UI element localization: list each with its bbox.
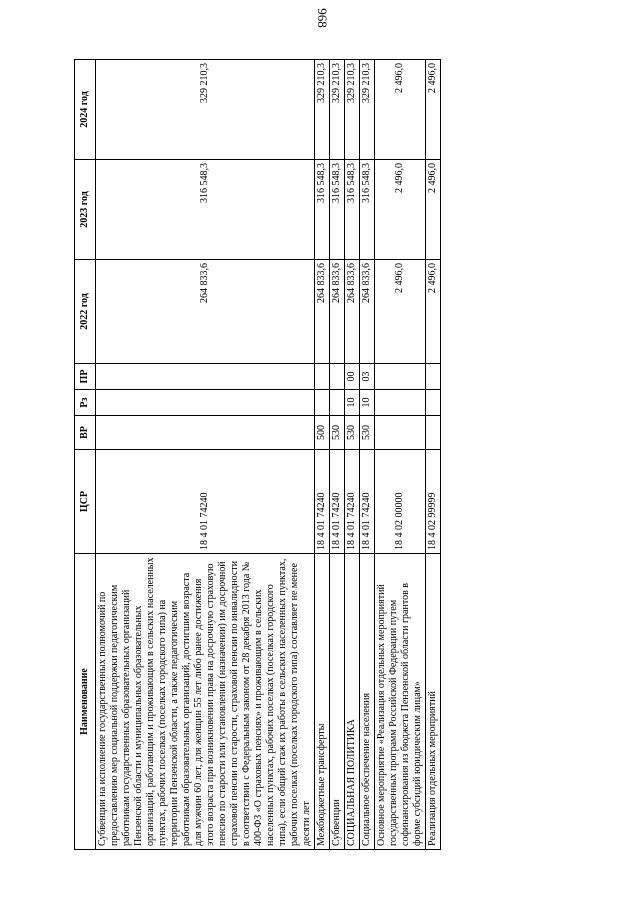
page-number: 968	[314, 8, 330, 28]
row-2024: 2 496,0	[426, 60, 441, 160]
row-csr: 18 4 01 74240	[330, 450, 345, 554]
row-2022: 264 833,6	[330, 260, 345, 364]
row-2024: 329 210,3	[315, 60, 330, 160]
header-rz: Рз	[75, 390, 96, 416]
row-name: Социальное обеспечение населения	[360, 554, 375, 850]
header-csr: ЦСР	[75, 450, 96, 554]
header-vr: ВР	[75, 416, 96, 450]
row-rz: 10	[360, 390, 375, 416]
table-row	[330, 60, 345, 850]
row-csr: 18 4 01 74240	[360, 450, 375, 554]
row-2024: 329 210,3	[360, 60, 375, 160]
row-pr	[375, 364, 426, 390]
row-2023: 2 496,0	[375, 160, 426, 260]
row-pr	[96, 364, 315, 390]
row-2023: 316 548,3	[96, 160, 315, 260]
header-name: Наименование	[75, 554, 96, 850]
row-2022: 2 496,0	[426, 260, 441, 364]
row-2022: 264 833,6	[360, 260, 375, 364]
row-name: Межбюджетные трансферты	[315, 554, 330, 850]
row-2024: 329 210,3	[345, 60, 360, 160]
row-vr	[426, 416, 441, 450]
row-name: СОЦИАЛЬНАЯ ПОЛИТИКА	[345, 554, 360, 850]
row-name: Реализация отдельных мероприятий	[426, 554, 441, 850]
table-row	[375, 60, 426, 850]
row-2023: 316 548,3	[345, 160, 360, 260]
row-2022: 2 496,0	[375, 260, 426, 364]
row-vr: 500	[315, 416, 330, 450]
row-csr: 18 4 01 74240	[345, 450, 360, 554]
header-2023: 2023 год	[75, 160, 96, 260]
row-2022: 264 833,6	[315, 260, 330, 364]
row-pr: 03	[360, 364, 375, 390]
table-header-row	[75, 60, 96, 850]
row-name: Субвенции	[330, 554, 345, 850]
header-pr: ПР	[75, 364, 96, 390]
row-vr	[96, 416, 315, 450]
table-row	[315, 60, 330, 850]
row-rz	[96, 390, 315, 416]
table-row	[360, 60, 375, 850]
row-2023: 316 548,3	[360, 160, 375, 260]
row-vr: 530	[330, 416, 345, 450]
row-2023: 316 548,3	[315, 160, 330, 260]
row-rz	[375, 390, 426, 416]
row-name: Субвенции на исполнение государственных полномочий по предоставлению мер социальной поддержки педагогическим работникам государственных образовательных организаций Пензенской области и муниципальных образовательных организаций, работающим и проживающим в сельских населенных пунктах, рабочих поселках (поселках городского типа) на территории Пензенской области, а также педагогическим работникам образовательных организаций, достигшим возраста для мужчин 60 лет, для женщин 55 лет либо ранее достижения этого возраста при возникновении права на досрочную страховую пенсию по старости или установлении (назначении) им досрочной страховой пенсии по старости, страховой пенсии по инвалидности в соответствии с Федеральным законом от 28 декабря 2013 года № 400-ФЗ «О страховых пенсиях» и проживающим в сельских населенных пунктах, рабочих поселках (поселках городского типа), если общий стаж их работы в сельских населенных пунктах, рабочих поселках (поселках городского типа) составляет не менее десяти лет	[96, 554, 315, 850]
table-row	[96, 60, 315, 850]
header-2024: 2024 год	[75, 60, 96, 160]
row-vr	[375, 416, 426, 450]
row-csr: 18 4 02 99999	[426, 450, 441, 554]
row-csr: 18 4 01 74240	[96, 450, 315, 554]
row-pr	[315, 364, 330, 390]
row-vr: 530	[360, 416, 375, 450]
row-name: Основное мероприятие «Реализация отдельных мероприятий государственных программ Российской Федерации путем софинансирования из бюджета Пензенской области грантов в форме субсидий юридическим лицам»	[375, 554, 426, 850]
row-2024: 329 210,3	[96, 60, 315, 160]
row-2023: 316 548,3	[330, 160, 345, 260]
row-pr	[426, 364, 441, 390]
row-pr	[330, 364, 345, 390]
row-rz: 10	[345, 390, 360, 416]
row-2022: 264 833,6	[96, 260, 315, 364]
row-2022: 264 833,6	[345, 260, 360, 364]
table-row	[426, 60, 441, 850]
budget-table	[74, 59, 441, 850]
row-2023: 2 496,0	[426, 160, 441, 260]
row-csr: 18 4 01 74240	[315, 450, 330, 554]
row-rz	[330, 390, 345, 416]
row-pr: 00	[345, 364, 360, 390]
row-csr: 18 4 02 00000	[375, 450, 426, 554]
row-2024: 2 496,0	[375, 60, 426, 160]
row-vr: 530	[345, 416, 360, 450]
row-rz	[315, 390, 330, 416]
row-2024: 329 210,3	[330, 60, 345, 160]
rotated-table-wrapper	[74, 60, 544, 850]
row-rz	[426, 390, 441, 416]
header-2022: 2022 год	[75, 260, 96, 364]
table-row	[345, 60, 360, 850]
